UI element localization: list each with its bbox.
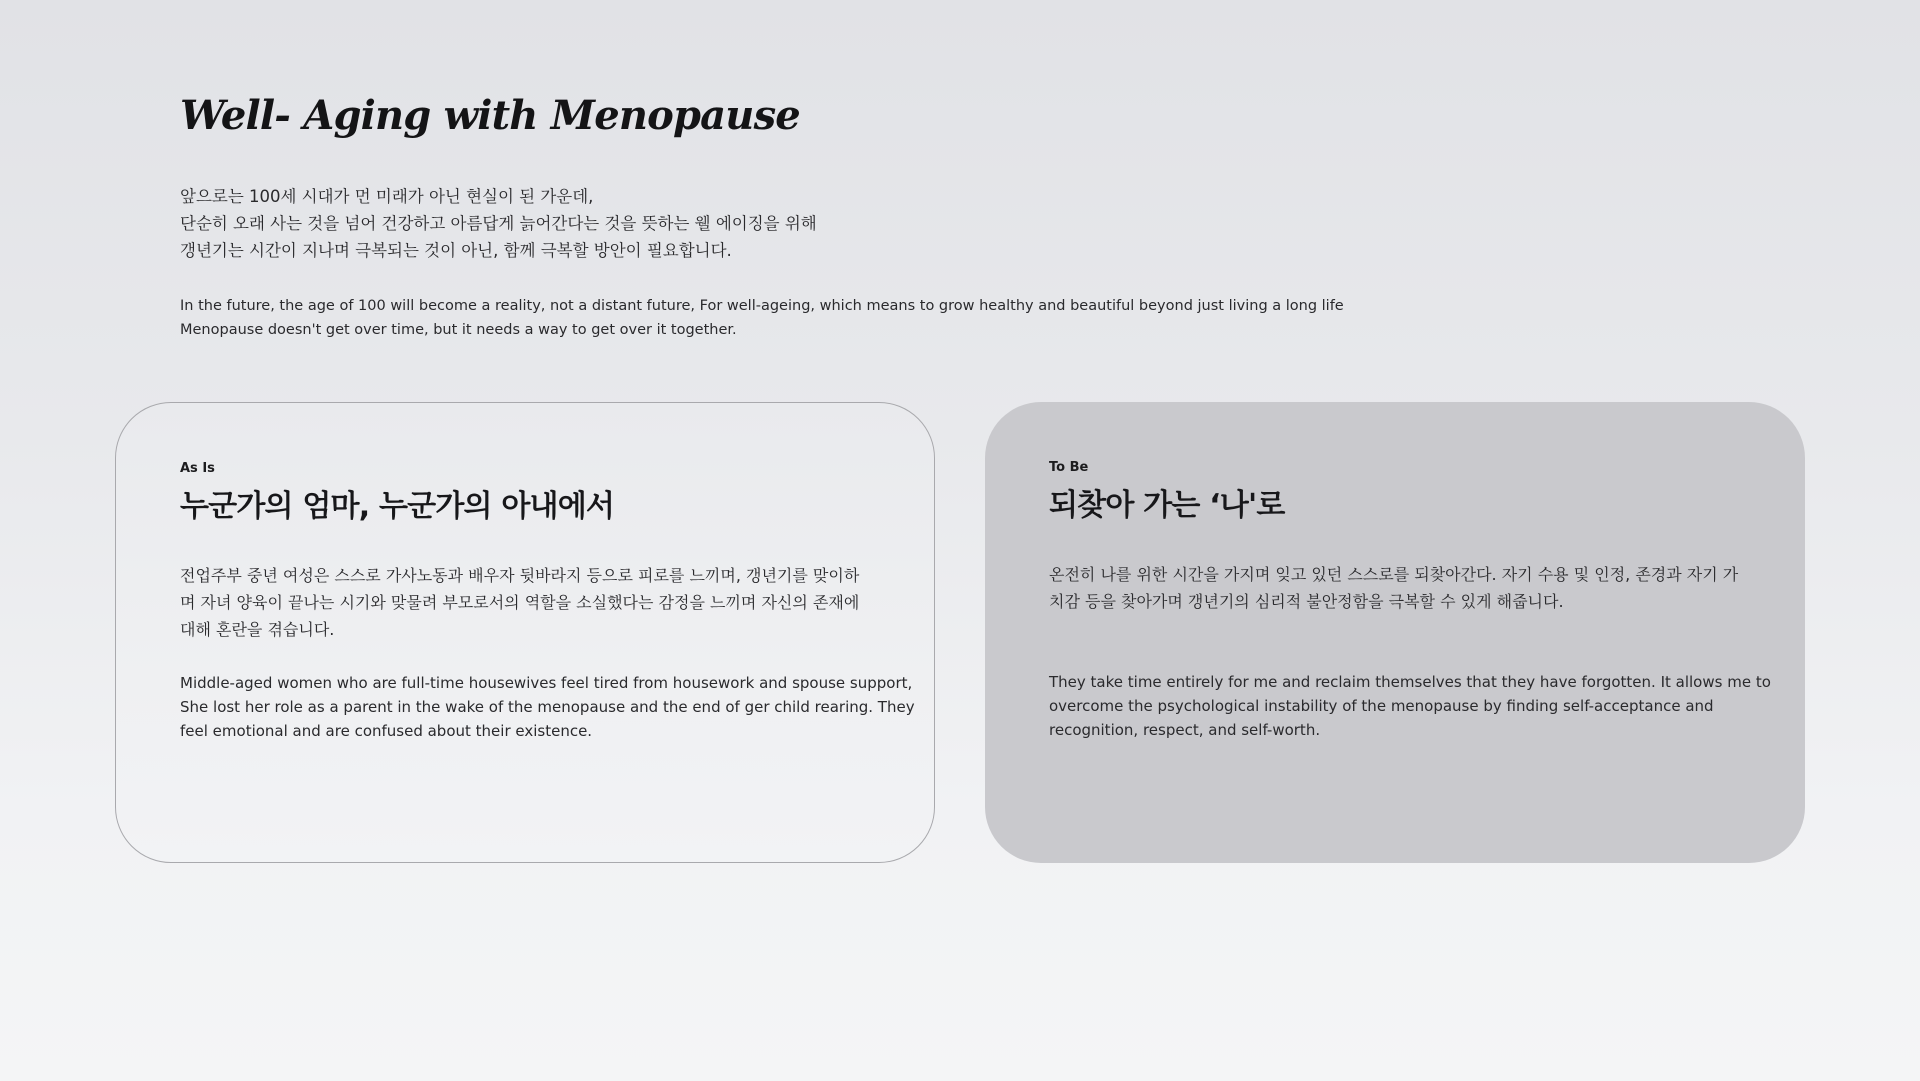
to-be-ko-line: 온전히 나를 위한 시간을 가지며 잊고 있던 스스로를 되찾아간다. 자기 수용 및 인정, 존경과 자기 가 <box>1049 565 1739 584</box>
to-be-card <box>985 402 1805 863</box>
to-be-ko-line: 치감 등을 찾아가며 갱년기의 심리적 불안정함을 극복할 수 있게 해줍니다. <box>1049 592 1564 611</box>
as-is-card-content <box>180 461 915 743</box>
as-is-en-line: feel emotional and are confused about their existence. <box>180 722 593 740</box>
as-is-korean-text <box>180 562 878 643</box>
intro-ko-line: 단순히 오래 사는 것을 넘어 건강하고 아름답게 늙어간다는 것을 뜻하는 웰 에이징을 위해 <box>180 214 817 233</box>
intro-ko-line: 갱년기는 시간이 지나며 극복되는 것이 아닌, 함께 극복할 방안이 필요합니다. <box>180 241 732 260</box>
to-be-english-text <box>1049 670 1771 742</box>
to-be-tag: To Be <box>1049 460 1089 475</box>
as-is-ko-line: 전업주부 중년 여성은 스스로 가사노동과 배우자 뒷바라지 등으로 피로를 느끼며, 갱년기를 맞이하 <box>180 566 860 585</box>
to-be-en-line: overcome the psychological instability of the menopause by finding self-acceptance and <box>1049 697 1714 715</box>
to-be-en-line: They take time entirely for me and reclaim themselves that they have forgotten. It allows me to <box>1049 673 1771 691</box>
as-is-card <box>115 402 935 863</box>
to-be-en-line: recognition, respect, and self-worth. <box>1049 721 1321 739</box>
intro-en-line: Menopause doesn't get over time, but it needs a way to get over it together. <box>180 322 737 338</box>
intro-english-text <box>180 294 1344 342</box>
intro-korean-text <box>180 183 817 264</box>
to-be-card-content <box>1049 460 1771 742</box>
intro-ko-line: 앞으로는 100세 시대가 먼 미래가 아닌 현실이 된 가운데, <box>180 187 594 206</box>
page-title: Well- Aging with Menopause <box>180 92 800 139</box>
as-is-ko-line: 며 자녀 양육이 끝나는 시기와 맞물려 부모로서의 역할을 소실했다는 감정을 느끼며 자신의 존재에 <box>180 593 860 612</box>
intro-en-line: In the future, the age of 100 will become a reality, not a distant future, For well-ageing, which means to grow healthy and beautiful beyond just living a long life <box>180 298 1344 314</box>
as-is-en-line: Middle-aged women who are full-time housewives feel tired from housework and spouse support, <box>180 674 913 692</box>
as-is-ko-line: 대해 혼란을 겪습니다. <box>180 620 335 639</box>
to-be-heading: 되찾아 가는 ‘나'로 <box>1049 488 1285 523</box>
as-is-tag: As Is <box>180 461 215 476</box>
as-is-en-line: She lost her role as a parent in the wake of the menopause and the end of ger child rearing. They <box>180 698 915 716</box>
as-is-english-text <box>180 671 915 743</box>
as-is-heading: 누군가의 엄마, 누군가의 아내에서 <box>180 489 615 524</box>
to-be-korean-text <box>1049 561 1749 615</box>
